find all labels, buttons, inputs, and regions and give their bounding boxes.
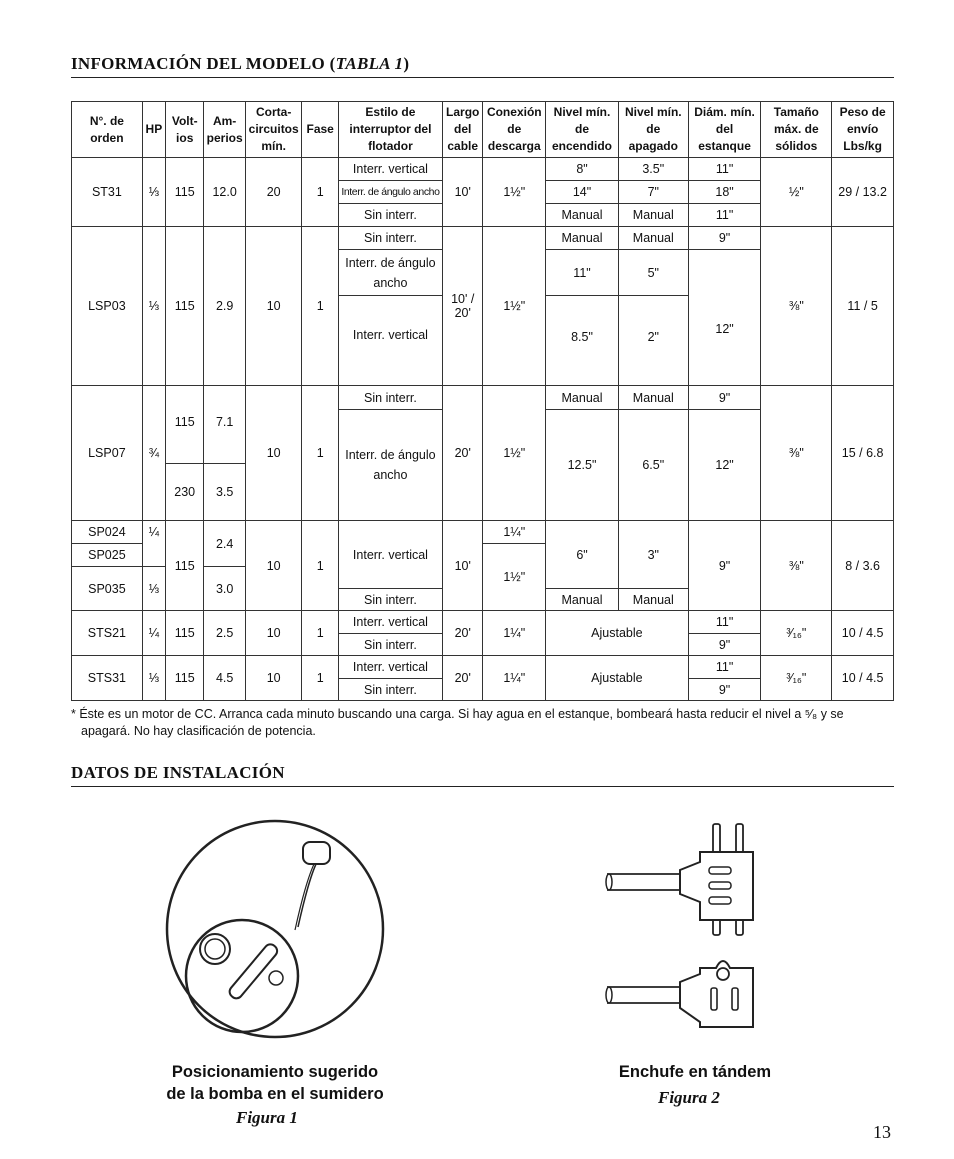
cell-estilo: Interr. vertical: [338, 296, 442, 386]
cell-orden: SP035: [72, 567, 143, 611]
plug-cord-bottom: [606, 987, 680, 1003]
cell-solidos: ⅜": [761, 521, 832, 611]
cell-conexion: 1½": [483, 158, 546, 227]
cell-amp: 3.5: [204, 464, 245, 521]
cell-volt: 115: [166, 611, 204, 656]
cell-estilo: Sin interr.: [338, 204, 442, 227]
caption-line: Posicionamiento sugerido: [171, 1063, 379, 1081]
section-heading-installation: DATOS DE INSTALACIÓN: [71, 763, 894, 787]
header-cell: Corta-circuitos mín.: [245, 102, 302, 158]
figure2-caption: Enchufe en tándem: [618, 1063, 772, 1081]
table-row: [72, 158, 894, 181]
cell-hp: ¼: [142, 611, 165, 656]
cell-peso: 10 / 4.5: [832, 656, 894, 701]
cell-estilo: Interr. de ángulo ancho: [338, 410, 442, 521]
cell-estilo: Interr. vertical: [338, 611, 442, 634]
cell-estilo: Sin interr.: [338, 589, 442, 611]
cell-estilo: Interr. vertical: [338, 158, 442, 181]
cell-estilo: Interr. de ángulo ancho: [338, 181, 442, 204]
cell-orden: LSP03: [72, 227, 143, 386]
cell-largo: 20': [443, 656, 483, 701]
header-cell: Am-perios: [204, 102, 245, 158]
header-cell: N°. de orden: [72, 102, 143, 158]
cell-diam: 12": [688, 410, 761, 521]
float-switch: [303, 842, 330, 864]
cell-volt: 115: [166, 386, 204, 464]
plug-slots: [709, 867, 731, 904]
cell-estilo: Interr. vertical: [338, 656, 442, 679]
cell-diam: 9": [688, 634, 761, 656]
table-header-row: [72, 102, 894, 158]
figure1-label: Figura 1: [236, 1108, 298, 1127]
header-cell: Estilo de interruptor del flotador: [338, 102, 442, 158]
cell-conexion: 1¼": [483, 521, 546, 544]
cell-amp: 12.0: [204, 158, 245, 227]
cell-solidos: ⅜": [761, 386, 832, 521]
cell-encendido: Manual: [546, 589, 619, 611]
cell-fase: 1: [302, 158, 338, 227]
float-cable: [298, 862, 317, 927]
cell-diam: 11": [688, 656, 761, 679]
figure2-label: Figura 2: [658, 1088, 720, 1107]
plug-cord-top: [606, 874, 680, 890]
header-cell: Volt-ios: [166, 102, 204, 158]
cell-encendido: 12.5": [546, 410, 619, 521]
cell-apagado: Manual: [618, 589, 688, 611]
cell-diam: 9": [688, 521, 761, 611]
sump-pit-figure: [164, 818, 386, 1040]
float-switch-arm: [227, 942, 279, 1001]
cell-volt: 115: [166, 521, 204, 611]
cell-corta: 10: [245, 386, 302, 521]
cell-nivel: Ajustable: [546, 656, 689, 701]
cell-conexion: 1¼": [483, 611, 546, 656]
cell-peso: 29 / 13.2: [832, 158, 894, 227]
cell-encendido: 11": [546, 250, 619, 296]
tandem-plug-figure: [605, 822, 755, 1032]
cell-corta: 10: [245, 521, 302, 611]
heading-italic-text: TABLA 1: [335, 54, 404, 73]
cell-diam: 12": [688, 250, 761, 386]
cell-diam: 18": [688, 181, 761, 204]
cell-amp: 4.5: [204, 656, 245, 701]
pump-vent-hole: [269, 971, 283, 985]
cell-conexion: 1½": [483, 386, 546, 521]
header-cell: Tamaño máx. de sólidos: [761, 102, 832, 158]
cell-volt: 230: [166, 464, 204, 521]
cell-estilo: Sin interr.: [338, 227, 442, 250]
table-row: [72, 611, 894, 634]
cell-nivel: Ajustable: [546, 611, 689, 656]
cell-orden: SP025: [72, 544, 143, 567]
cell-apagado: 2": [618, 296, 688, 386]
cell-volt: 115: [166, 158, 204, 227]
cell-diam: 11": [688, 204, 761, 227]
header-cell: Largo del cable: [443, 102, 483, 158]
cell-fase: 1: [302, 611, 338, 656]
header-cell: Peso de envío Lbs/kg: [832, 102, 894, 158]
footnote-line: * Éste es un motor de CC. Arranca cada minuto buscando una carga. Si hay agua en el estanque, bombeará hasta reducir el nivel a ⁵⁄₈ y se: [71, 707, 844, 721]
table-footnote: [71, 706, 901, 740]
heading-text: INFORMACIÓN DEL MODELO (: [71, 54, 336, 73]
cell-diam: 9": [688, 386, 761, 410]
cell-apagado: 6.5": [618, 410, 688, 521]
header-cell: Conexión de descarga: [483, 102, 546, 158]
cell-corta: 10: [245, 611, 302, 656]
table-row: [72, 521, 894, 544]
cell-hp: ⅓: [142, 227, 165, 386]
page-number: 13: [873, 1122, 891, 1142]
cell-orden: STS21: [72, 611, 143, 656]
cell-diam: 11": [688, 158, 761, 181]
cell-encendido: 8.5": [546, 296, 619, 386]
cell-largo: 10': [443, 521, 483, 611]
cell-fase: 1: [302, 227, 338, 386]
cell-solidos: ⅜": [761, 227, 832, 386]
cell-peso: 8 / 3.6: [832, 521, 894, 611]
header-cell: Fase: [302, 102, 338, 158]
cell-apagado: 7": [618, 181, 688, 204]
pump-discharge-inner: [205, 939, 225, 959]
cell-conexion: 1½": [483, 544, 546, 611]
cell-largo: 10' / 20': [443, 227, 483, 386]
header-cell: Nivel mín. de apagado: [618, 102, 688, 158]
cell-estilo: Sin interr.: [338, 386, 442, 410]
cell-largo: 20': [443, 386, 483, 521]
cell-encendido: Manual: [546, 386, 619, 410]
cell-apagado: 3": [618, 521, 688, 589]
cell-corta: 20: [245, 158, 302, 227]
cell-volt: 115: [166, 227, 204, 386]
cell-orden: SP024: [72, 521, 143, 544]
cell-largo: 10': [443, 158, 483, 227]
cell-solidos: ½": [761, 158, 832, 227]
cell-amp: 7.1: [204, 386, 245, 464]
cell-solidos: ³⁄₁₆": [761, 611, 832, 656]
cell-diam: 9": [688, 227, 761, 250]
cell-corta: 10: [245, 227, 302, 386]
heading-text-end: ): [403, 54, 410, 73]
cell-hp: ¾: [142, 386, 165, 521]
cell-encendido: 8": [546, 158, 619, 181]
cell-estilo: Sin interr.: [338, 634, 442, 656]
cell-solidos: ³⁄₁₆": [761, 656, 832, 701]
cell-encendido: Manual: [546, 204, 619, 227]
cell-encendido: 14": [546, 181, 619, 204]
cell-orden: ST31: [72, 158, 143, 227]
cell-volt: 115: [166, 656, 204, 701]
cell-amp: 2.4: [204, 521, 245, 567]
cell-corta: 10: [245, 656, 302, 701]
cell-peso: 10 / 4.5: [832, 611, 894, 656]
header-cell: Nivel mín. de encendido: [546, 102, 619, 158]
cell-encendido: 6": [546, 521, 619, 589]
cell-hp: ⅓: [142, 158, 165, 227]
cell-estilo: Interr. de ángulo ancho: [338, 250, 442, 296]
cell-amp: 2.9: [204, 227, 245, 386]
receptacle-slot: [711, 988, 717, 1010]
cell-diam: 9": [688, 679, 761, 701]
cell-fase: 1: [302, 386, 338, 521]
cell-conexion: 1¼": [483, 656, 546, 701]
ground-hole-icon: [717, 968, 729, 980]
header-cell: HP: [142, 102, 165, 158]
cell-diam: 11": [688, 611, 761, 634]
cell-amp: 2.5: [204, 611, 245, 656]
cell-hp: ⅓: [142, 656, 165, 701]
section-heading-model-info: [71, 54, 894, 78]
cell-fase: 1: [302, 656, 338, 701]
cell-apagado: 3.5": [618, 158, 688, 181]
cell-amp: 3.0: [204, 567, 245, 611]
caption-line: de la bomba en el sumidero: [166, 1085, 384, 1103]
cell-orden: LSP07: [72, 386, 143, 521]
cell-hp: ⅓: [142, 567, 165, 611]
cell-peso: 15 / 6.8: [832, 386, 894, 521]
receptacle-slot: [732, 988, 738, 1010]
table-row: [72, 386, 894, 410]
table-row: [72, 227, 894, 250]
header-cell: Diám. mín. del estanque: [688, 102, 761, 158]
model-info-table: [71, 101, 894, 701]
figure1-caption: [130, 1061, 420, 1105]
table-row: [72, 656, 894, 679]
cell-estilo: Interr. vertical: [338, 521, 442, 589]
cell-apagado: Manual: [618, 204, 688, 227]
cell-peso: 11 / 5: [832, 227, 894, 386]
cell-estilo: Sin interr.: [338, 679, 442, 701]
cell-conexion: 1½": [483, 227, 546, 386]
cell-fase: 1: [302, 521, 338, 611]
cell-apagado: Manual: [618, 227, 688, 250]
cell-apagado: Manual: [618, 386, 688, 410]
footnote-line: apagará. No hay clasificación de potencia.: [81, 724, 316, 738]
sump-pit-outline: [167, 821, 383, 1037]
cell-encendido: Manual: [546, 227, 619, 250]
cell-largo: 20': [443, 611, 483, 656]
cell-apagado: 5": [618, 250, 688, 296]
cell-hp: ¼: [142, 521, 165, 567]
cell-orden: STS31: [72, 656, 143, 701]
